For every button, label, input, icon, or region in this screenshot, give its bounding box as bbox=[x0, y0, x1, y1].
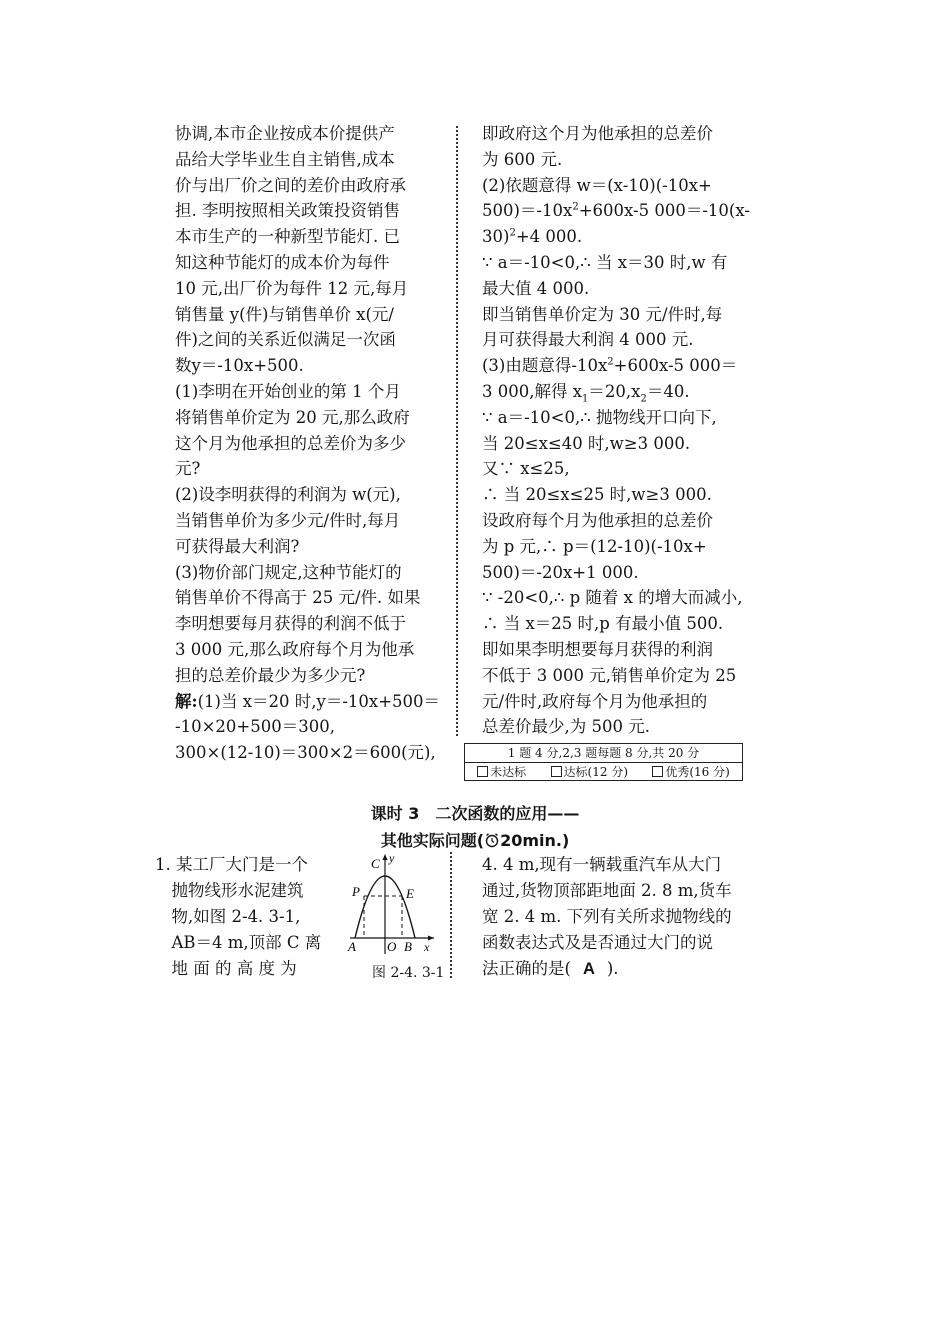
question-line: 抛物线形水泥建筑 bbox=[155, 881, 304, 900]
solution-line: ∴ 当 x＝25 时,p 有最小值 500. bbox=[482, 614, 724, 634]
figure-caption: 图 2-4. 3-1 bbox=[372, 965, 445, 981]
text-line: 3 000 元,那么政府每个月为他承 bbox=[175, 639, 415, 659]
text-line: 价与出厂价之间的差价由政府承 bbox=[175, 175, 406, 195]
score-levels bbox=[465, 763, 742, 781]
solution-line: ∵ a＝-10<0,∴ 当 x＝30 时,w 有 bbox=[482, 252, 728, 272]
question-line: 地 面 的 高 度 为 bbox=[155, 959, 297, 978]
text-line: (1)李明在开始创业的第 1 个月 bbox=[175, 381, 401, 401]
solution-line: 300×(12-10)＝300×2＝600(元), bbox=[175, 743, 436, 763]
solution-line: $500)=-10x^2+600x-5$ 000＝-10(x- bbox=[482, 201, 750, 221]
solution-line: 总差价最少,为 500 元. bbox=[482, 717, 650, 737]
text-line: 当销售单价为多少元/件时,每月 bbox=[175, 510, 401, 530]
text-line: 件)之间的关系近似满足一次函 bbox=[175, 330, 396, 350]
solution-line: (2)依题意得 w＝(x-10)(-10x+ bbox=[482, 175, 712, 195]
solution-line: 即政府这个月为他承担的总差价 bbox=[482, 124, 713, 143]
solution-label: 解: bbox=[175, 691, 198, 711]
solution-line: ∴ 当 20≤x≤25 时,w≥3 000. bbox=[482, 485, 712, 505]
text-line: 销售量 y(件)与销售单价 x(元/ bbox=[175, 304, 394, 324]
label-x: x bbox=[424, 940, 430, 954]
left-column bbox=[175, 121, 443, 766]
section-heading bbox=[0, 800, 950, 854]
text-line: 将销售单价定为 20 元,那么政府 bbox=[175, 407, 410, 427]
text-line: 协调,本市企业按成本价提供产 bbox=[175, 124, 395, 143]
score-box bbox=[464, 743, 743, 781]
parabola-figure bbox=[340, 850, 440, 962]
solution-line: 为 p 元,∴ p＝(12-10)(-10x+ bbox=[482, 536, 707, 556]
text-line: 数y＝-10x+500. bbox=[175, 356, 304, 376]
label-y: y bbox=[389, 851, 395, 865]
text-line: 担. 李明按照相关政策投资销售 bbox=[175, 201, 400, 221]
solution-line: 当 20≤x≤40 时,w≥3 000. bbox=[482, 433, 691, 453]
text-line: (3)物价部门规定,这种节能灯的 bbox=[175, 562, 402, 582]
question-line: 通过,货物顶部距地面 2. 8 m,货车 bbox=[482, 881, 732, 900]
label-P: P bbox=[352, 884, 360, 899]
text-line: 本市生产的一种新型节能灯. 已 bbox=[175, 227, 400, 247]
solution-text bbox=[482, 405, 750, 740]
label-E: E bbox=[406, 886, 414, 901]
solution-line: (3)由题意得$-10x^2+600x-5$ 000＝ bbox=[482, 356, 738, 376]
solution-line: -10×20+500＝300, bbox=[175, 717, 335, 737]
question-line: 函数表达式及是否通过大门的说 bbox=[482, 933, 713, 952]
answer-line: 法正确的是( A ). bbox=[482, 959, 619, 978]
question-line: 物,如图 2-4. 3-1, bbox=[155, 907, 301, 926]
solution-line: 元/件时,政府每个月为他承担的 bbox=[482, 691, 708, 711]
problem-text bbox=[175, 121, 443, 689]
label-B: B bbox=[404, 939, 412, 954]
checkbox-icon bbox=[551, 766, 562, 777]
checkbox-icon bbox=[477, 766, 488, 777]
text-line: 元? bbox=[175, 459, 201, 479]
column-divider bbox=[450, 852, 452, 978]
solution-line: 即如果李明想要每月获得的利润 bbox=[482, 639, 713, 659]
label-A: A bbox=[348, 939, 356, 954]
section-title: 课时 3 二次函数的应用—— bbox=[370, 804, 580, 823]
level-not-met[interactable]: 未达标 bbox=[477, 763, 526, 781]
label-C: C bbox=[371, 856, 380, 871]
answer-choice: A bbox=[582, 960, 595, 978]
section-subtitle: 其他实际问题( 20min.) bbox=[380, 831, 570, 850]
solution-text bbox=[482, 121, 750, 198]
solution-line: 30)$^2$+4 000. bbox=[482, 227, 583, 247]
question-line: 宽 2. 4 m. 下列有关所求抛物线的 bbox=[482, 907, 732, 926]
solution-line: 最大值 4 000. bbox=[482, 278, 590, 298]
text-line: (2)设李明获得的利润为 w(元), bbox=[175, 485, 401, 505]
solution-line: 设政府每个月为他承担的总差价 bbox=[482, 510, 713, 530]
solution-line: 不低于 3 000 元,销售单价定为 25 bbox=[482, 665, 737, 685]
question-line: AB＝4 m,顶部 C 离 bbox=[155, 933, 322, 952]
alarm-clock-icon bbox=[484, 832, 500, 848]
solution-line: 3 000,解得 $x_1=20,x_2=40$. bbox=[482, 381, 690, 405]
solution-line: ∵ a＝-10<0,∴ 抛物线开口向下, bbox=[482, 407, 717, 427]
text-line: 李明想要每月获得的利润不低于 bbox=[175, 614, 406, 634]
text-line: 知这种节能灯的成本价为每件 bbox=[175, 252, 390, 272]
solution-line: 500)＝-20x+1 000. bbox=[482, 562, 639, 582]
text-line: 品给大学毕业生自主销售,成本 bbox=[175, 149, 395, 169]
text-line: 10 元,出厂价为每件 12 元,每月 bbox=[175, 278, 409, 298]
question-line: 4. 4 m,现有一辆载重汽车从大门 bbox=[482, 855, 722, 874]
text-line: 这个月为他承担的总差价为多少 bbox=[175, 433, 406, 453]
solution-line: 又∵ x≤25, bbox=[482, 459, 570, 479]
question-1-text bbox=[155, 852, 321, 982]
right-column bbox=[482, 121, 750, 740]
text-line: 可获得最大利润? bbox=[175, 536, 300, 556]
checkbox-icon bbox=[652, 766, 663, 777]
question-line: 1. 某工厂大门是一个 bbox=[155, 855, 308, 874]
level-excellent[interactable]: 优秀(16 分) bbox=[652, 763, 729, 781]
text-line: 销售单价不得高于 25 元/件. 如果 bbox=[175, 588, 421, 608]
label-O: O bbox=[387, 939, 397, 954]
score-title: 1 题 4 分,2,3 题每题 8 分,共 20 分 bbox=[465, 744, 742, 763]
level-met[interactable]: 达标(12 分) bbox=[551, 763, 628, 781]
question-1-continued bbox=[482, 852, 732, 982]
solution-text bbox=[482, 250, 750, 353]
solution-line: 即当销售单价定为 30 元/件时,每 bbox=[482, 304, 723, 324]
solution-line: 为 600 元. bbox=[482, 149, 563, 169]
solution-line: 解:(1)当 x＝20 时,y＝-10x+500＝ bbox=[175, 691, 441, 711]
column-divider bbox=[456, 126, 458, 736]
solution-line: 月可获得最大利润 4 000 元. bbox=[482, 330, 694, 350]
solution-line: ∵ -20<0,∴ p 随着 x 的增大而减小, bbox=[482, 588, 743, 608]
text-line: 担的总差价最少为多少元? bbox=[175, 665, 366, 685]
